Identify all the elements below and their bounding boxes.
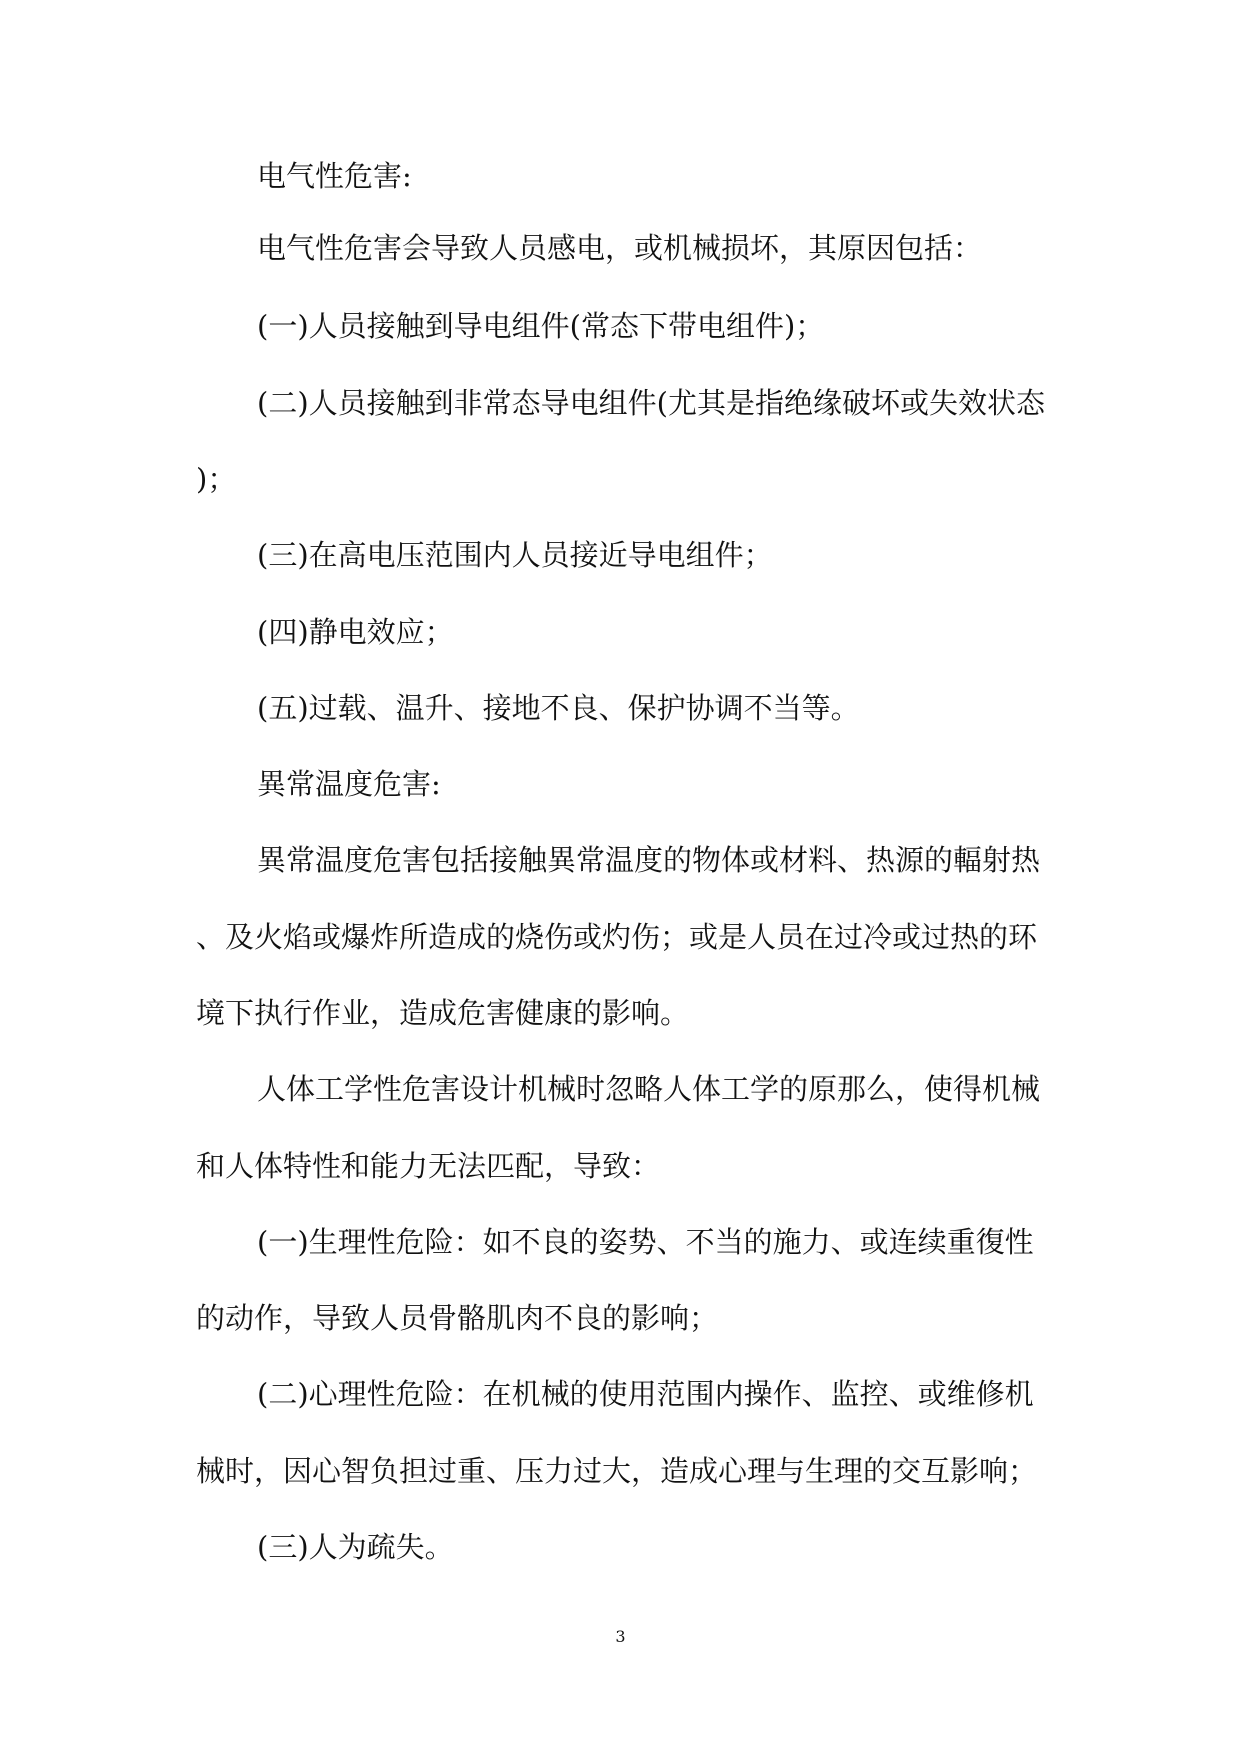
heading-abnormal-temperature: 異常温度危害: [257, 767, 441, 801]
list-item-line: (二)心理性危险：在机械的使用范围内操作、监控、或维修机 [257, 1377, 1034, 1411]
list-item-line: (三)在高电压范围内人员接近导电组件； [257, 538, 773, 572]
paragraph-line: 电气性危害会导致人员感电，或机械损坏，其原因包括： [257, 231, 983, 265]
list-item-line: )； [196, 462, 237, 496]
list-item-line: (五)过载、温升、接地不良、保护协调不当等。 [257, 691, 860, 725]
list-item-line: (一)人员接触到导电组件(常态下带电组件)； [257, 309, 825, 343]
heading-electrical-hazard: 电气性危害: [257, 159, 412, 193]
list-item-line: (四)静电效应； [257, 615, 454, 649]
paragraph-line: 、及火焰或爆炸所造成的烧伤或灼伤；或是人员在过冷或过热的环 [196, 920, 1038, 954]
list-item-line: 械时，因心智负担过重、压力过大，造成心理与生理的交互影响； [196, 1454, 1038, 1488]
list-item-line: 的动作，导致人员骨骼肌肉不良的影响； [196, 1301, 719, 1335]
list-item-line: (三)人为疏失。 [257, 1530, 454, 1564]
list-item-line: (二)人员接触到非常态导电组件(尤其是指绝缘破坏或失效状态 [257, 386, 1045, 420]
paragraph-line: 人体工学性危害设计机械时忽略人体工学的原那么，使得机械 [257, 1072, 1041, 1106]
page-number: 3 [615, 1627, 626, 1646]
paragraph-line: 和人体特性和能力无法匹配，导致： [196, 1149, 661, 1183]
list-item-line: (一)生理性危险：如不良的姿势、不当的施力、或连续重復性 [257, 1225, 1034, 1259]
paragraph-line: 異常温度危害包括接触異常温度的物体或材料、热源的輻射热 [257, 843, 1041, 877]
paragraph-line: 境下执行作业，造成危害健康的影响。 [196, 996, 690, 1030]
